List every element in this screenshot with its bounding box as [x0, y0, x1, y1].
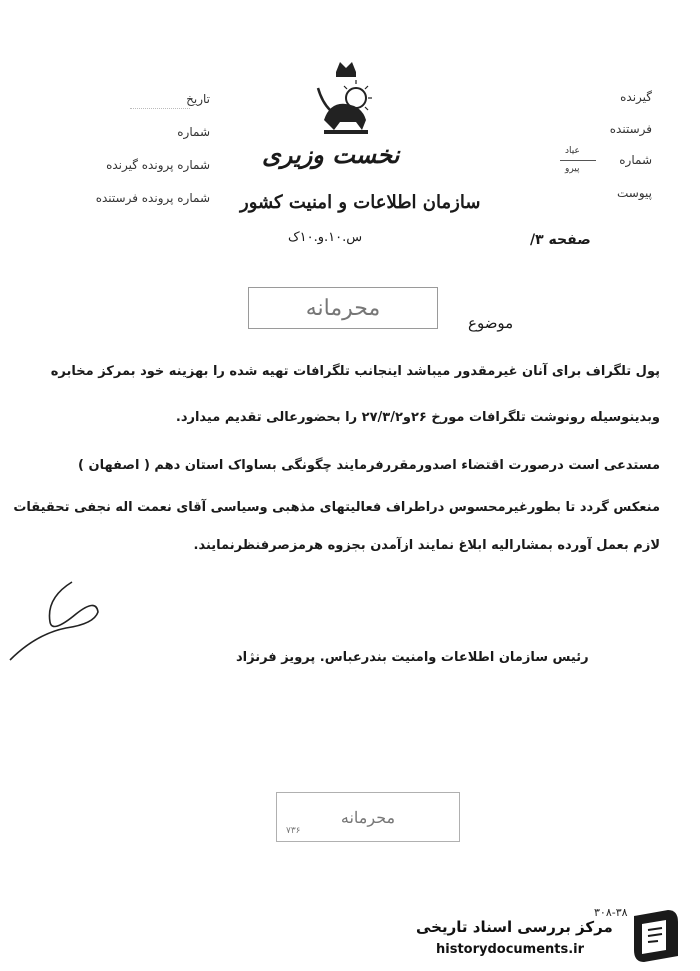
field-tarikh — [186, 92, 210, 106]
subject-confidential-stamp — [248, 287, 438, 329]
subject-stamp-text: محرمانه — [305, 295, 381, 321]
field-ferestandeh — [610, 122, 652, 136]
field-girandeh — [620, 90, 652, 104]
page-label: صفحه ۳/ — [530, 232, 591, 248]
subject-label: موضوع — [468, 314, 514, 332]
body-line-3: مستدعی است درصورت اقتضاء اصدورمقررفرمایند چگونگی بساواک استان دهم ( اصفهان ) — [78, 458, 660, 473]
field-shomareh-right — [619, 153, 652, 167]
history-documents-logo-icon — [628, 906, 682, 964]
field-parvandeh-ferestandeh-label: شماره پرونده فرستنده — [95, 191, 210, 205]
field-tarikh-label: تاریخ — [186, 92, 210, 106]
watermark-url: historydocuments.ir — [436, 942, 585, 957]
watermark-title: مرکز بررسی اسناد تاریخی — [416, 918, 613, 936]
field-shomareh-right-label: شماره — [619, 153, 652, 167]
field-parvandeh-ferestandeh — [96, 191, 210, 205]
signature-line: رئیس سازمان اطلاعات وامنیت بندرعباس. پرویز فرنژاد — [236, 650, 589, 665]
field-shomareh-left-label: شماره — [177, 125, 210, 139]
lion-and-sun-crest-icon — [310, 58, 382, 138]
bottom-stamp-text: محرمانه — [340, 807, 396, 827]
field-shomareh-left — [177, 125, 210, 139]
body-line-4: منعکس گردد تا بطورغیرمحسوس دراطراف فعالیتهای مذهبی وسیاسی آقای نعمت اله نجفی تحقیقات — [13, 500, 660, 515]
field-ferestandeh-label: فرستنده — [609, 122, 652, 136]
title-sub: سازمان اطلاعات و امنیت کشور — [240, 192, 481, 213]
field-parvandeh-girandeh — [106, 158, 210, 172]
field-tarikh-line — [130, 108, 190, 109]
handwritten-signature-icon — [6, 578, 106, 664]
title-main: نخست وزیری — [262, 140, 400, 169]
field-peyvast — [617, 186, 652, 200]
body-line-1: پول تلگراف برای آنان غیرمقدور میباشد اینجانب تلگرافات تهیه شده را بهزینه خود بمرکز مخابره — [50, 364, 660, 379]
shomareh-note-divider — [560, 160, 596, 161]
bottom-confidential-stamp — [276, 792, 460, 842]
field-peyvast-label: پیوست — [617, 186, 652, 200]
field-girandeh-label: گیرنده — [620, 90, 652, 104]
body-line-5: لازم بعمل آورده بمشارالیه ابلاغ نمایند ازآمدن بجزوه هرمزصرفنظرنمایند. — [193, 538, 660, 553]
shomareh-note-bottom: پیرو — [565, 164, 580, 174]
document-number: ۳۰۸-۳۸ — [594, 906, 628, 919]
body-line-2: وبدینوسیله رونوشت تلگرافات مورخ ۲۶و۲۷/۳/۲ را بحضورعالی تقدیم میدارد. — [175, 410, 660, 425]
shomareh-note-top: عیاد — [565, 146, 580, 156]
bottom-stamp-number: ۷۳۶ — [286, 826, 301, 836]
field-parvandeh-girandeh-label: شماره پرونده گیرنده — [106, 158, 210, 172]
reference-code: س.۱۰.و.۱۰ک — [288, 230, 363, 245]
